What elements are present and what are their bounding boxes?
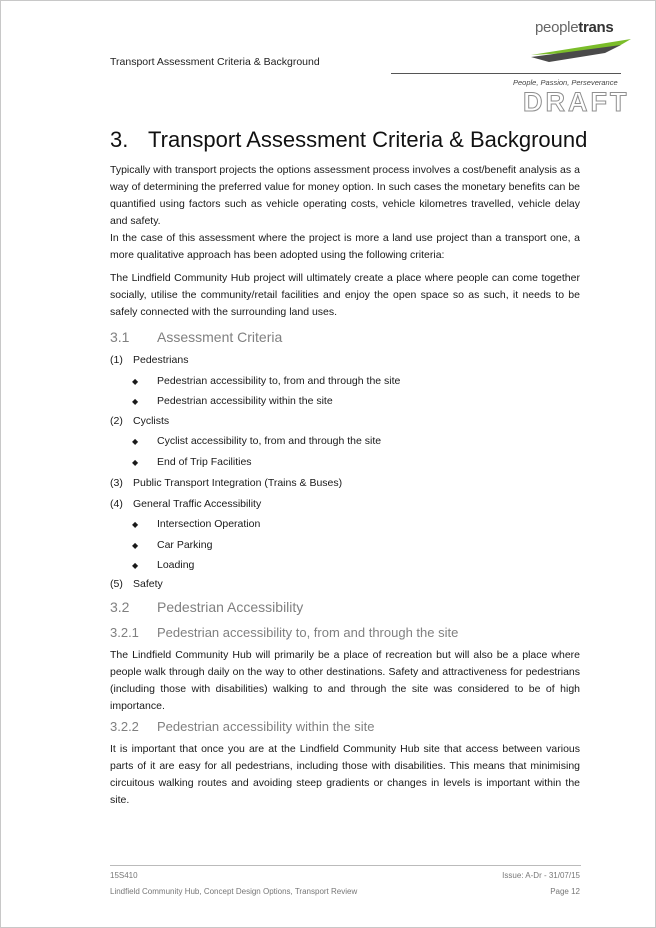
bullet-icon: ◆: [132, 458, 139, 467]
bullet-icon: ◆: [132, 520, 139, 529]
header-rule: [391, 73, 621, 74]
footer-document-title: Lindfield Community Hub, Concept Design Options, Transport Review: [110, 887, 358, 896]
subsubsection-heading: [110, 625, 458, 640]
bullet-item: [132, 539, 212, 551]
footer-page-number: Page 12: [550, 887, 580, 896]
paragraph: The Lindfield Community Hub will primarily be a place of recreation but will also be a place where people walk through daily on the way to other destinations. Safety and attractiveness for pedestrians (including those with disabilities) walking to and through the site was considered to be of high importance.: [110, 649, 580, 712]
subsubsection-number: 3.2.2: [110, 719, 139, 734]
peopletrans-logo: [509, 19, 634, 79]
list-label: Pedestrians: [133, 354, 189, 366]
list-label: Public Transport Integration (Trains & Buses): [133, 477, 343, 489]
footer-ref: 15S410: [110, 871, 138, 880]
list-item: [110, 415, 169, 427]
bullet-item: [132, 375, 400, 387]
bullet-text: Intersection Operation: [157, 518, 261, 530]
logo-swoosh-icon: [509, 19, 634, 79]
footer-rule: [110, 865, 581, 866]
bullet-icon: ◆: [132, 437, 139, 446]
bullet-icon: ◆: [132, 561, 139, 570]
list-label: Cyclists: [133, 415, 170, 427]
bullet-text: Car Parking: [157, 539, 213, 551]
subsection-title: Assessment Criteria: [157, 329, 283, 345]
bullet-text: Loading: [157, 559, 195, 571]
bullet-item: [132, 435, 381, 447]
bullet-item: [132, 559, 194, 571]
list-number: (2): [110, 415, 123, 427]
list-number: (4): [110, 498, 123, 510]
paragraph: Typically with transport projects the options assessment process involves a cost/benefit analysis as a way of determining the preferred value for money option. In such cases the monetary benefits can be quantified using factors such as vehicle operating costs, vehicle kilometres travelled, vehicle delay and safety.: [110, 164, 580, 227]
subsubsection-title: Pedestrian accessibility to, from and through the site: [157, 625, 459, 640]
section-heading: [110, 127, 587, 153]
list-item: [110, 354, 188, 366]
section-title: Transport Assessment Criteria & Background: [148, 127, 588, 152]
logo-tagline: People, Passion, Perseverance: [513, 78, 618, 87]
section-number: 3.: [110, 127, 129, 152]
subsection-title: Pedestrian Accessibility: [157, 599, 304, 615]
footer-issue: Issue: A-Dr - 31/07/15: [502, 871, 580, 880]
bullet-text: End of Trip Facilities: [157, 456, 252, 468]
running-header: Transport Assessment Criteria & Background: [110, 56, 320, 68]
list-number: (5): [110, 578, 123, 590]
subsection-number: 3.1: [110, 329, 130, 345]
subsubsection-number: 3.2.1: [110, 625, 139, 640]
bullet-icon: ◆: [132, 377, 139, 386]
bullet-item: [132, 456, 252, 468]
logo-word-part1: people: [535, 19, 579, 36]
subsubsection-title: Pedestrian accessibility within the site: [157, 719, 375, 734]
list-label: Safety: [133, 578, 163, 590]
bullet-icon: ◆: [132, 541, 139, 550]
logo-word-part2: trans: [578, 19, 614, 36]
bullet-text: Pedestrian accessibility to, from and through the site: [157, 375, 401, 387]
bullet-icon: ◆: [132, 397, 139, 406]
draft-watermark: DRAFT: [523, 87, 630, 117]
paragraph: In the case of this assessment where the project is more a land use project than a transport one, a more qualitative approach has been adopted using the following criteria:: [110, 232, 580, 261]
paragraph: It is important that once you are at the Lindfield Community Hub site that access between various parts of it are easy for all pedestrians, including those with disabilities. This means that minimising circuitous walking routes and avoiding steep gradients or changes in levels is important within the site.: [110, 743, 580, 806]
bullet-item: [132, 518, 260, 530]
bullet-item: [132, 395, 333, 407]
subsubsection-heading: [110, 719, 375, 734]
bullet-text: Pedestrian accessibility within the site: [157, 395, 333, 407]
subsection-number: 3.2: [110, 599, 130, 615]
list-number: (3): [110, 477, 123, 489]
subsection-heading: [110, 599, 303, 615]
list-item: [110, 578, 163, 590]
bullet-text: Cyclist accessibility to, from and through the site: [157, 435, 382, 447]
subsection-heading: [110, 329, 282, 345]
list-item: [110, 477, 342, 489]
list-item: [110, 498, 261, 510]
list-number: (1): [110, 354, 123, 366]
list-label: General Traffic Accessibility: [133, 498, 262, 510]
paragraph: The Lindfield Community Hub project will ultimately create a place where people can come together socially, utilise the community/retail facilities and enjoy the open space so as such, it needs to be safely connected with the surrounding land uses.: [110, 272, 580, 318]
